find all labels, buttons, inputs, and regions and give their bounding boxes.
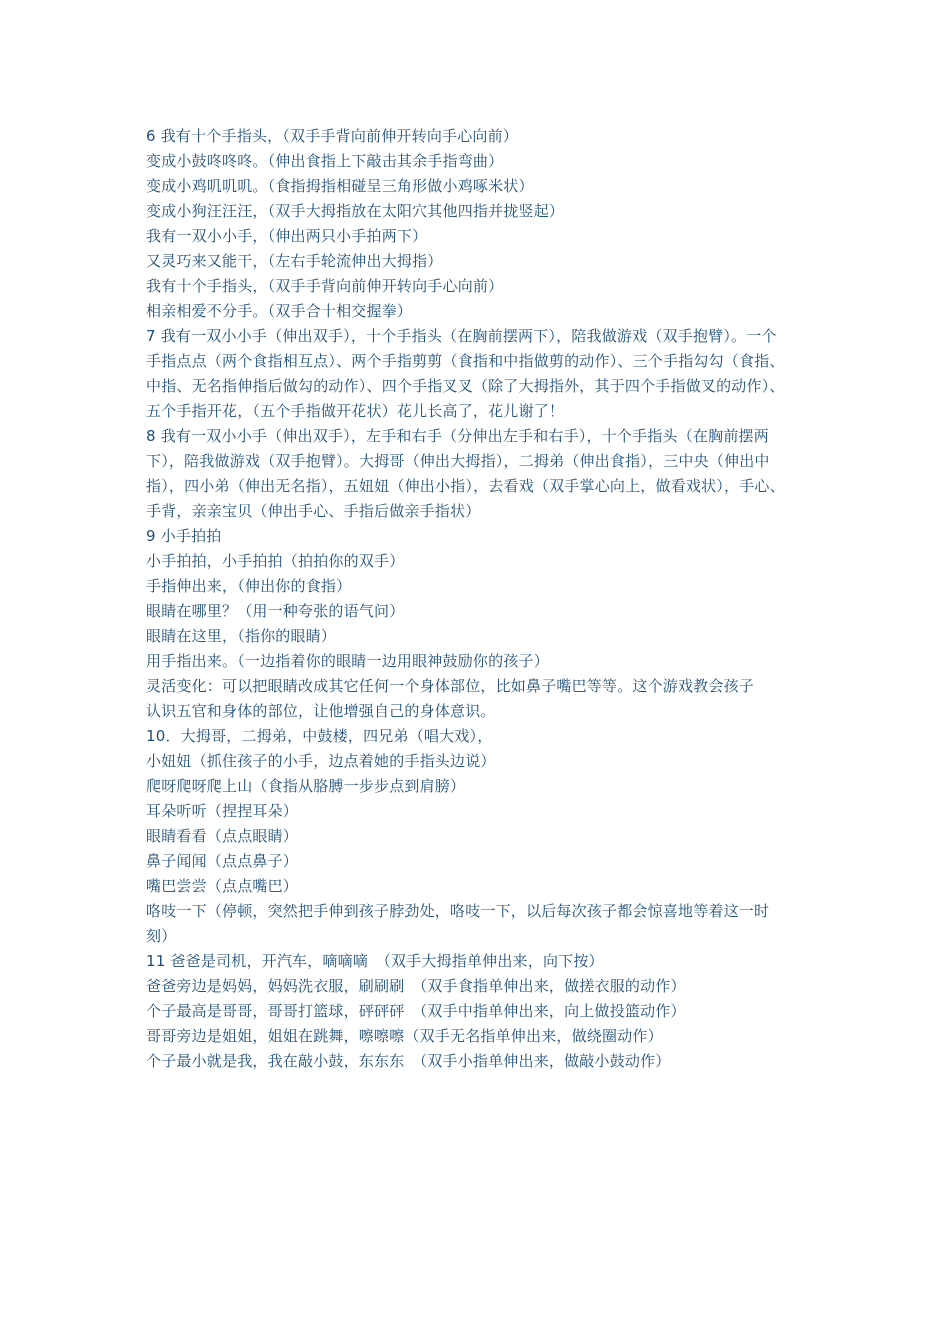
document-body <box>146 124 818 1074</box>
text-line: 变成小狗汪汪汪，（双手大拇指放在太阳穴其他四指并拢竖起） <box>146 202 565 220</box>
text-line: 手指点点（两个食指相互点）、两个手指剪剪（食指和中指做剪的动作）、三个手指勾勾（食指、 <box>146 352 785 370</box>
text-line: 8 我有一双小小手（伸出双手），左手和右手（分伸出左手和右手），十个手指头（在胸前摆两 <box>146 427 769 445</box>
text-line: 又灵巧来又能干，（左右手轮流伸出大拇指） <box>146 252 443 270</box>
text-line: 手背，亲亲宝贝（伸出手心、手指后做亲手指状） <box>146 502 481 520</box>
text-line: 用手指出来。（一边指着你的眼睛一边用眼神鼓励你的孩子） <box>146 652 549 670</box>
text-line: 个子最小就是我，我在敲小鼓，东东东 （双手小指单伸出来，做敲小鼓动作） <box>146 1052 671 1070</box>
text-line: 我有十个手指头，（双手手背向前伸开转向手心向前） <box>146 277 504 295</box>
text-line: 小妞妞（抓住孩子的小手，边点着她的手指头边说） <box>146 752 496 770</box>
text-line: 刻） <box>146 927 177 945</box>
text-line: 哥哥旁边是姐姐，姐姐在跳舞，嚓嚓嚓（双手无名指单伸出来，做绕圈动作） <box>146 1027 663 1045</box>
text-line: 鼻子闻闻（点点鼻子） <box>146 852 299 870</box>
text-line: 指），四小弟（伸出无名指），五妞妞（伸出小指），去看戏（双手掌心向上，做看戏状），手心、 <box>146 477 785 495</box>
text-line: 变成小鸡叽叽叽。（食指拇指相碰呈三角形做小鸡啄米状） <box>146 177 534 195</box>
text-line: 11 爸爸是司机，开汽车，嘀嘀嘀 （双手大拇指单伸出来，向下按） <box>146 952 604 970</box>
text-line: 眼睛在哪里？（用一种夸张的语气问） <box>146 602 405 620</box>
text-line: 我有一双小小手，（伸出两只小手拍两下） <box>146 227 428 245</box>
text-line: 咯吱一下（停顿，突然把手伸到孩子脖劲处，咯吱一下，以后每次孩子都会惊喜地等着这一时 <box>146 902 770 920</box>
text-line: 下），陪我做游戏（双手抱臂）。大拇哥（伸出大拇指），二拇弟（伸出食指），三中央（伸出中 <box>146 452 770 470</box>
text-line: 眼睛看看（点点眼睛） <box>146 827 299 845</box>
text-line: 手指伸出来，（伸出你的食指） <box>146 577 352 595</box>
text-line: 爬呀爬呀爬上山（食指从胳膊一步步点到肩膀） <box>146 777 466 795</box>
text-line: 7 我有一双小小手（伸出双手），十个手指头（在胸前摆两下），陪我做游戏（双手抱臂）。一个 <box>146 327 777 345</box>
text-line: 小手拍拍，小手拍拍（拍拍你的双手） <box>146 552 405 570</box>
text-line: 耳朵听听（捏捏耳朵） <box>146 802 299 820</box>
text-line: 6 我有十个手指头，（双手手背向前伸开转向手心向前） <box>146 127 519 145</box>
text-line: 个子最高是哥哥，哥哥打篮球，砰砰砰 （双手中指单伸出来，向上做投篮动作） <box>146 1002 686 1020</box>
text-line: 10．大拇哥，二拇弟，中鼓楼，四兄弟（唱大戏）， <box>146 727 493 745</box>
text-line: 认识五官和身体的部位，让他增强自己的身体意识。 <box>146 702 496 720</box>
text-line: 变成小鼓咚咚咚。（伸出食指上下敲击其余手指弯曲） <box>146 152 504 170</box>
text-line: 嘴巴尝尝（点点嘴巴） <box>146 877 299 895</box>
text-line: 中指、无名指伸指后做勾的动作）、四个手指叉叉（除了大拇指外，其于四个手指做叉的动作）、 <box>146 377 785 395</box>
text-line: 五个手指开花，（五个手指做开花状）花儿长高了，花儿谢了！ <box>146 402 565 420</box>
text-line: 爸爸旁边是妈妈，妈妈洗衣服，刷刷刷 （双手食指单伸出来，做搓衣服的动作） <box>146 977 686 995</box>
text-line: 灵活变化：可以把眼睛改成其它任何一个身体部位，比如鼻子嘴巴等等。这个游戏教会孩子 <box>146 677 755 695</box>
text-line: 相亲相爱不分手。（双手合十相交握拳） <box>146 302 413 320</box>
text-line: 9 小手拍拍 <box>146 527 222 545</box>
text-line: 眼睛在这里，（指你的眼睛） <box>146 627 337 645</box>
